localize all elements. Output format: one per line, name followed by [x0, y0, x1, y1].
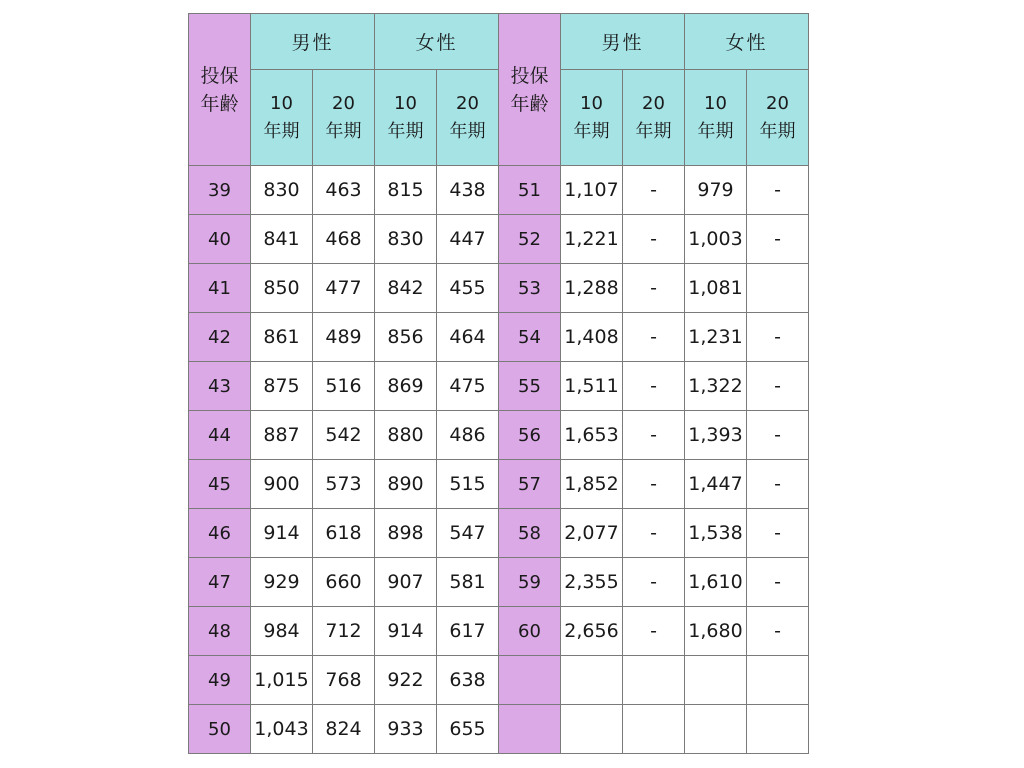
term-unit: 年期: [573, 120, 610, 142]
age-header-line1: 投保: [510, 64, 549, 87]
male-10-cell: 1,015: [251, 656, 313, 705]
female-20-cell: 438: [437, 166, 499, 215]
term-20-header: [623, 70, 685, 166]
female-10-cell: 1,610: [685, 558, 747, 607]
male-10-cell: 875: [251, 362, 313, 411]
male-10-cell: 830: [251, 166, 313, 215]
female-10-cell: 1,003: [685, 215, 747, 264]
female-20-cell: 464: [437, 313, 499, 362]
male-20-cell: 712: [313, 607, 375, 656]
male-10-cell: 1,653: [561, 411, 623, 460]
female-10-cell: 933: [375, 705, 437, 754]
male-20-cell: -: [623, 215, 685, 264]
female-20-cell: -: [747, 607, 809, 656]
table-row: [189, 313, 809, 362]
female-20-cell: 617: [437, 607, 499, 656]
male-20-cell: 516: [313, 362, 375, 411]
female-20-cell: -: [747, 460, 809, 509]
table-row: [189, 607, 809, 656]
age-cell: 44: [189, 411, 251, 460]
female-10-cell: 907: [375, 558, 437, 607]
age-cell: 58: [499, 509, 561, 558]
female-20-cell: 638: [437, 656, 499, 705]
age-cell: 55: [499, 362, 561, 411]
term-unit: 年期: [387, 120, 424, 142]
male-10-cell: 1,288: [561, 264, 623, 313]
male-20-cell: -: [623, 460, 685, 509]
male-20-cell: 824: [313, 705, 375, 754]
age-cell: 46: [189, 509, 251, 558]
male-20-cell: 660: [313, 558, 375, 607]
female-10-cell: 869: [375, 362, 437, 411]
female-20-cell: 455: [437, 264, 499, 313]
age-cell: 51: [499, 166, 561, 215]
female-10-cell: 1,680: [685, 607, 747, 656]
table-row: [189, 509, 809, 558]
male-20-cell: 463: [313, 166, 375, 215]
male-10-cell: 2,077: [561, 509, 623, 558]
male-20-cell: [623, 705, 685, 754]
age-cell: 45: [189, 460, 251, 509]
male-20-cell: 542: [313, 411, 375, 460]
term-10-header: [685, 70, 747, 166]
female-20-cell: 475: [437, 362, 499, 411]
male-10-cell: [561, 656, 623, 705]
term-number: 10: [580, 92, 603, 114]
female-20-cell: -: [747, 313, 809, 362]
female-20-cell: 447: [437, 215, 499, 264]
female-10-cell: 1,081: [685, 264, 747, 313]
female-10-cell: 1,447: [685, 460, 747, 509]
term-number: 20: [332, 92, 355, 114]
term-number: 10: [270, 92, 293, 114]
age-cell: 39: [189, 166, 251, 215]
female-10-cell: 1,538: [685, 509, 747, 558]
age-cell: [499, 705, 561, 754]
female-10-cell: 856: [375, 313, 437, 362]
table-row: [189, 460, 809, 509]
header-row-1: [189, 14, 809, 70]
male-20-cell: -: [623, 411, 685, 460]
term-number: 10: [394, 92, 417, 114]
female-header-right: 女性: [685, 14, 809, 70]
age-header-left: [189, 14, 251, 166]
female-10-cell: 1,322: [685, 362, 747, 411]
female-20-cell: -: [747, 362, 809, 411]
female-20-cell: [747, 656, 809, 705]
male-10-cell: 2,656: [561, 607, 623, 656]
male-10-cell: 850: [251, 264, 313, 313]
female-20-cell: 515: [437, 460, 499, 509]
female-10-cell: 914: [375, 607, 437, 656]
male-header-left: 男性: [251, 14, 375, 70]
age-cell: 47: [189, 558, 251, 607]
male-20-cell: -: [623, 264, 685, 313]
male-10-cell: 1,511: [561, 362, 623, 411]
table-row: [189, 215, 809, 264]
female-10-cell: 830: [375, 215, 437, 264]
male-10-cell: 841: [251, 215, 313, 264]
male-20-cell: -: [623, 313, 685, 362]
term-20-header: [313, 70, 375, 166]
term-10-header: [561, 70, 623, 166]
female-10-cell: 815: [375, 166, 437, 215]
male-10-cell: 914: [251, 509, 313, 558]
male-20-cell: -: [623, 362, 685, 411]
term-10-header: [251, 70, 313, 166]
male-20-cell: 477: [313, 264, 375, 313]
table-row: [189, 411, 809, 460]
term-20-header: [747, 70, 809, 166]
term-number: 10: [704, 92, 727, 114]
male-10-cell: 1,107: [561, 166, 623, 215]
age-cell: 60: [499, 607, 561, 656]
female-20-cell: -: [747, 215, 809, 264]
age-cell: 57: [499, 460, 561, 509]
age-header-right: [499, 14, 561, 166]
female-10-cell: 842: [375, 264, 437, 313]
term-10-header: [375, 70, 437, 166]
male-20-cell: 618: [313, 509, 375, 558]
term-number: 20: [766, 92, 789, 114]
female-20-cell: -: [747, 558, 809, 607]
age-header-line2: 年齢: [510, 92, 549, 115]
female-header-left: 女性: [375, 14, 499, 70]
age-cell: 42: [189, 313, 251, 362]
age-cell: 53: [499, 264, 561, 313]
female-20-cell: 655: [437, 705, 499, 754]
table-row: [189, 166, 809, 215]
female-10-cell: 922: [375, 656, 437, 705]
age-cell: 48: [189, 607, 251, 656]
male-10-cell: 887: [251, 411, 313, 460]
table-row: [189, 656, 809, 705]
female-10-cell: 1,393: [685, 411, 747, 460]
term-unit: 年期: [325, 120, 362, 142]
female-10-cell: 1,231: [685, 313, 747, 362]
male-10-cell: 2,355: [561, 558, 623, 607]
male-10-cell: 929: [251, 558, 313, 607]
male-20-cell: -: [623, 558, 685, 607]
female-20-cell: 486: [437, 411, 499, 460]
age-cell: 59: [499, 558, 561, 607]
male-10-cell: 1,043: [251, 705, 313, 754]
female-20-cell: -: [747, 411, 809, 460]
male-20-cell: 573: [313, 460, 375, 509]
male-20-cell: -: [623, 166, 685, 215]
age-cell: 41: [189, 264, 251, 313]
female-10-cell: 890: [375, 460, 437, 509]
age-header-line1: 投保: [200, 64, 239, 87]
male-10-cell: 1,852: [561, 460, 623, 509]
age-header-line2: 年齢: [200, 92, 239, 115]
term-unit: 年期: [263, 120, 300, 142]
male-20-cell: 768: [313, 656, 375, 705]
female-10-cell: 880: [375, 411, 437, 460]
female-20-cell: -: [747, 509, 809, 558]
male-10-cell: 984: [251, 607, 313, 656]
table-row: [189, 362, 809, 411]
male-20-cell: [623, 656, 685, 705]
age-cell: 54: [499, 313, 561, 362]
male-10-cell: 861: [251, 313, 313, 362]
age-cell: [499, 656, 561, 705]
age-cell: 43: [189, 362, 251, 411]
female-10-cell: 979: [685, 166, 747, 215]
male-20-cell: 489: [313, 313, 375, 362]
age-cell: 40: [189, 215, 251, 264]
premium-table: [188, 13, 809, 754]
term-unit: 年期: [635, 120, 672, 142]
male-10-cell: [561, 705, 623, 754]
term-20-header: [437, 70, 499, 166]
age-cell: 56: [499, 411, 561, 460]
female-10-cell: [685, 705, 747, 754]
table-row: [189, 705, 809, 754]
female-10-cell: 898: [375, 509, 437, 558]
female-20-cell: -: [747, 166, 809, 215]
term-unit: 年期: [449, 120, 486, 142]
female-20-cell: 547: [437, 509, 499, 558]
table-row: [189, 264, 809, 313]
male-10-cell: 900: [251, 460, 313, 509]
male-20-cell: -: [623, 607, 685, 656]
female-20-cell: [747, 264, 809, 313]
term-unit: 年期: [697, 120, 734, 142]
term-number: 20: [642, 92, 665, 114]
table-row: [189, 558, 809, 607]
male-10-cell: 1,221: [561, 215, 623, 264]
male-header-right: 男性: [561, 14, 685, 70]
male-10-cell: 1,408: [561, 313, 623, 362]
age-cell: 50: [189, 705, 251, 754]
male-20-cell: 468: [313, 215, 375, 264]
female-20-cell: [747, 705, 809, 754]
female-10-cell: [685, 656, 747, 705]
term-unit: 年期: [759, 120, 796, 142]
term-number: 20: [456, 92, 479, 114]
age-cell: 49: [189, 656, 251, 705]
age-cell: 52: [499, 215, 561, 264]
male-20-cell: -: [623, 509, 685, 558]
female-20-cell: 581: [437, 558, 499, 607]
